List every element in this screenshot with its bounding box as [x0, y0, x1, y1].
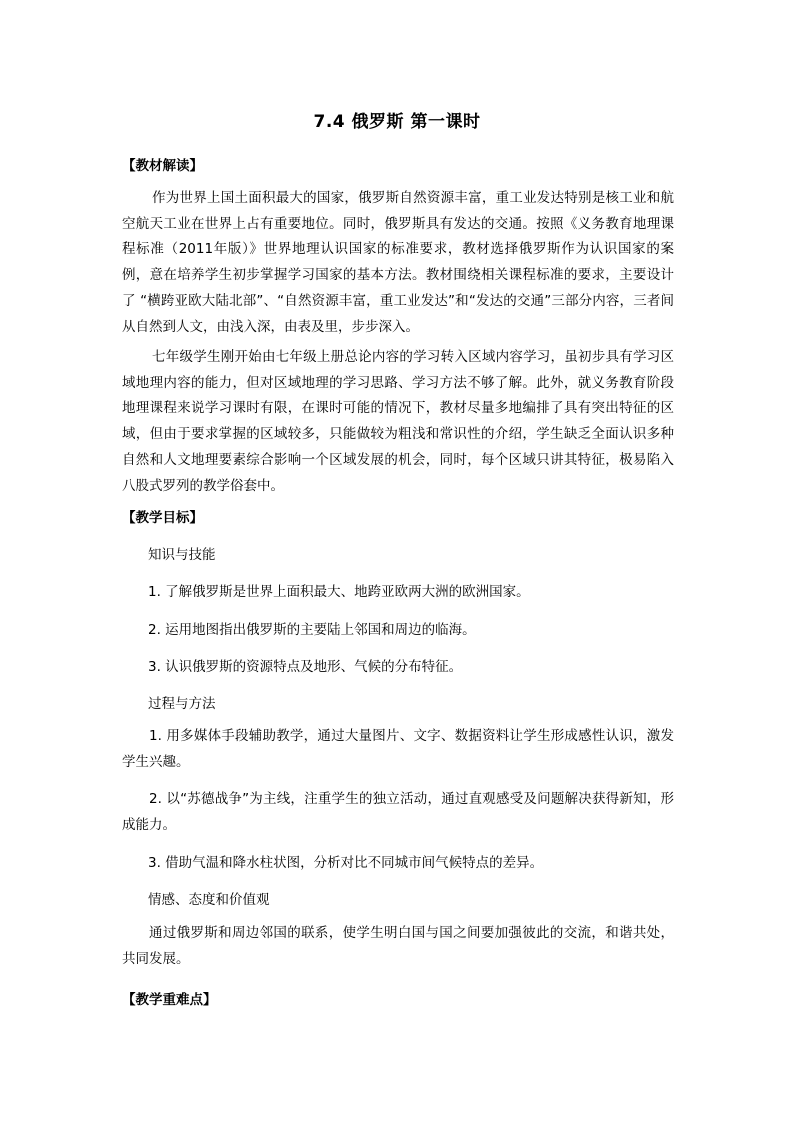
paragraph-textbook-2: 七年级学生刚开始由七年级上册总论内容的学习转入区域内容学习，虽初步具有学习区域地理内容的能力，但对区域地理的学习思路、学习方法不够了解。此外，就义务教育阶段地理课程来说学习课时有限，在课时可能的情况下，教材尽量多地编排了具有突出特征的区域，但由于要求掌握的区域较多，只能做较为粗浅和常识性的介绍，学生缺乏全面认识多种自然和人文地理要素综合影响一个区域发展的机会，同时，每个区域只讲其特征，极易陷入八股式罗列的教学俗套中。 [122, 349, 674, 494]
section-heading-textbook: 【教材解读】 [122, 158, 203, 174]
page-title: 7.4 俄罗斯 第一课时 [313, 112, 481, 132]
process-item-2: 2. 以“苏德战争”为主线，注重学生的独立活动，通过直观感受及问题解决获得新知，形成能力。 [122, 791, 674, 833]
process-item-3: 3. 借助气温和降水柱状图，分析对比不同城市间气候特点的差异。 [148, 855, 544, 871]
subheading-process: 过程与方法 [148, 696, 216, 712]
subheading-emotion: 情感、态度和价值观 [148, 892, 270, 908]
section-heading-goals: 【教学目标】 [122, 510, 203, 526]
subheading-knowledge: 知识与技能 [148, 547, 216, 563]
process-item-1: 1. 用多媒体手段辅助教学，通过大量图片、文字、数据资料让学生形成感性认识，激发学生兴趣。 [122, 728, 674, 770]
knowledge-item-2: 2. 运用地图指出俄罗斯的主要陆上邻国和周边的临海。 [148, 622, 476, 638]
knowledge-item-1: 1. 了解俄罗斯是世界上面积最大、地跨亚欧两大洲的欧洲国家。 [148, 584, 530, 600]
paragraph-emotion: 通过俄罗斯和周边邻国的联系，使学生明白国与国之间要加强彼此的交流，和谐共处，共同发展。 [122, 925, 674, 967]
section-heading-key-points: 【教学重难点】 [122, 992, 217, 1008]
paragraph-textbook-1: 作为世界上国土面积最大的国家，俄罗斯自然资源丰富，重工业发达特别是核工业和航空航天工业在世界上占有重要地位。同时，俄罗斯具有发达的交通。按照《义务教育地理课程标准（2011年版）》世界地理认识国家的标准要求，教材选择俄罗斯作为认识国家的案例，意在培养学生初步掌握学习国家的基本方法。教材围绕相关课程标准的要求，主要设计了 “横跨亚欧大陆北部”、“自然资源丰富，重工业发达”和“发达的交通”三部分内容，三者间从自然到人文，由浅入深，由表及里，步步深入。 [122, 190, 674, 335]
knowledge-item-3: 3. 认识俄罗斯的资源特点及地形、气候的分布特征。 [148, 659, 463, 675]
